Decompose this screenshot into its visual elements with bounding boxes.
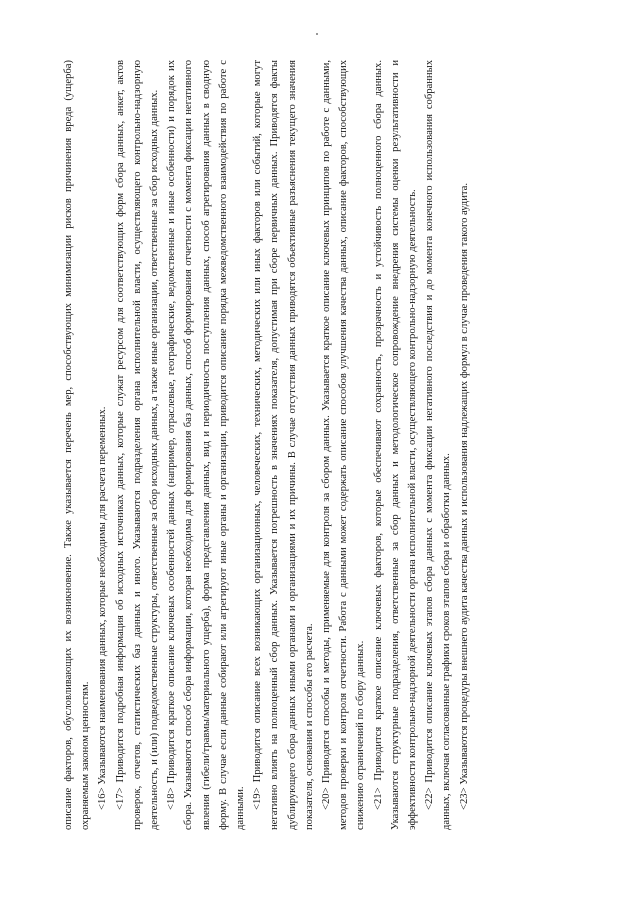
footnote-16: <16> Указываются наименования данных, которые необходимы для расчета переменных. <box>97 406 109 810</box>
footnote-20: <20> Приводятся способы и методы, применяемые для контроля за сбором данных. Указывается краткое описание ключевых принципов по работе с данными, методов проверки и контроля отчетности. Работа с данными может содержать описание способов улучшения качества данных, описание факторов, способствующих снижению ограничений по сбору данных. <box>321 60 367 830</box>
footnote-22: <22> Приводится описание ключевых этапов сбора данных с момента фиксации негативного последствия и до момента конечного использования собранных данных, включая согласованные графики сроков этапов сбора и обработки данных. <box>424 60 453 830</box>
footnote-19: <19> Приводится описание всех возникающих организационных, человеческих, технических, методических или иных факторов или событий, которые могут негативно влиять на полноценный сбор данных. Указывается погрешность в значениях показателя, допустимая при сборе первичных данных. Приводятся факты дублирующего сбора данных иными органами и организациями и их причины. В случае отсутствия данных приводятся объективные разъяснения текущего значения показателя, основания и способы его расчета. <box>252 60 315 830</box>
footnote-18: <18> Приводится краткое описание ключевых особенностей данных (например, отраслевые, географические, ведомственные и иные особенности) и порядок их сбора. Указываются способ сбора информации, которая необходима для формирования баз данных, способ формирования отчетности с момента фиксации негативного явления (гибели/травмы/материального ущерба), форма представления данных, вид и периодичность поступления данных, способ агрегирования данных в сводную форму. В случае если данные собирают или агрегируют иные органы и организации, приводится описание порядка межведомственного взаимодействия по работе с данными. <box>166 60 247 830</box>
scan-speck <box>316 33 318 35</box>
footnote-23: <23> Указываются процедуры внешнего аудита качества данных и использования надлежащих формул в случае проведения такого аудита. <box>458 183 470 810</box>
footnote-17: <17> Приводится подробная информация об исходных источниках данных, которые служат ресурсом для соответствующих форм сбора данных, анкет, актов проверок, отчетов, статистических баз данных и иного. Указываются подразделения органа исполнительной власти, осуществляющего контрольно-надзорную деятельность, и (или) подведомственные структуры, ответственные за сбор исходных данных, а также иные организации, ответственные за сбор исходных данных. <box>114 60 161 830</box>
document-text <box>60 60 470 830</box>
intro-paragraph: описание факторов, обусловливающих их возникновение. Также указывается перечень мер, способствующих минимизации рисков причинения вреда (ущерба) охраняемым законом ценностям. <box>63 60 92 830</box>
footnote-21: <21> Приводится краткое описание ключевых факторов, которые обеспечивают сохранность, прозрачность и устойчивость полноценного сбора данных. Указываются структурные подразделения, ответственные за сбор данных и методологическое сопровождение внедрения системы оценки результативности и эффективности контрольно-надзорной деятельности органа исполнительной власти, осуществляющего контрольно-надзорную деятельность. <box>372 60 419 830</box>
